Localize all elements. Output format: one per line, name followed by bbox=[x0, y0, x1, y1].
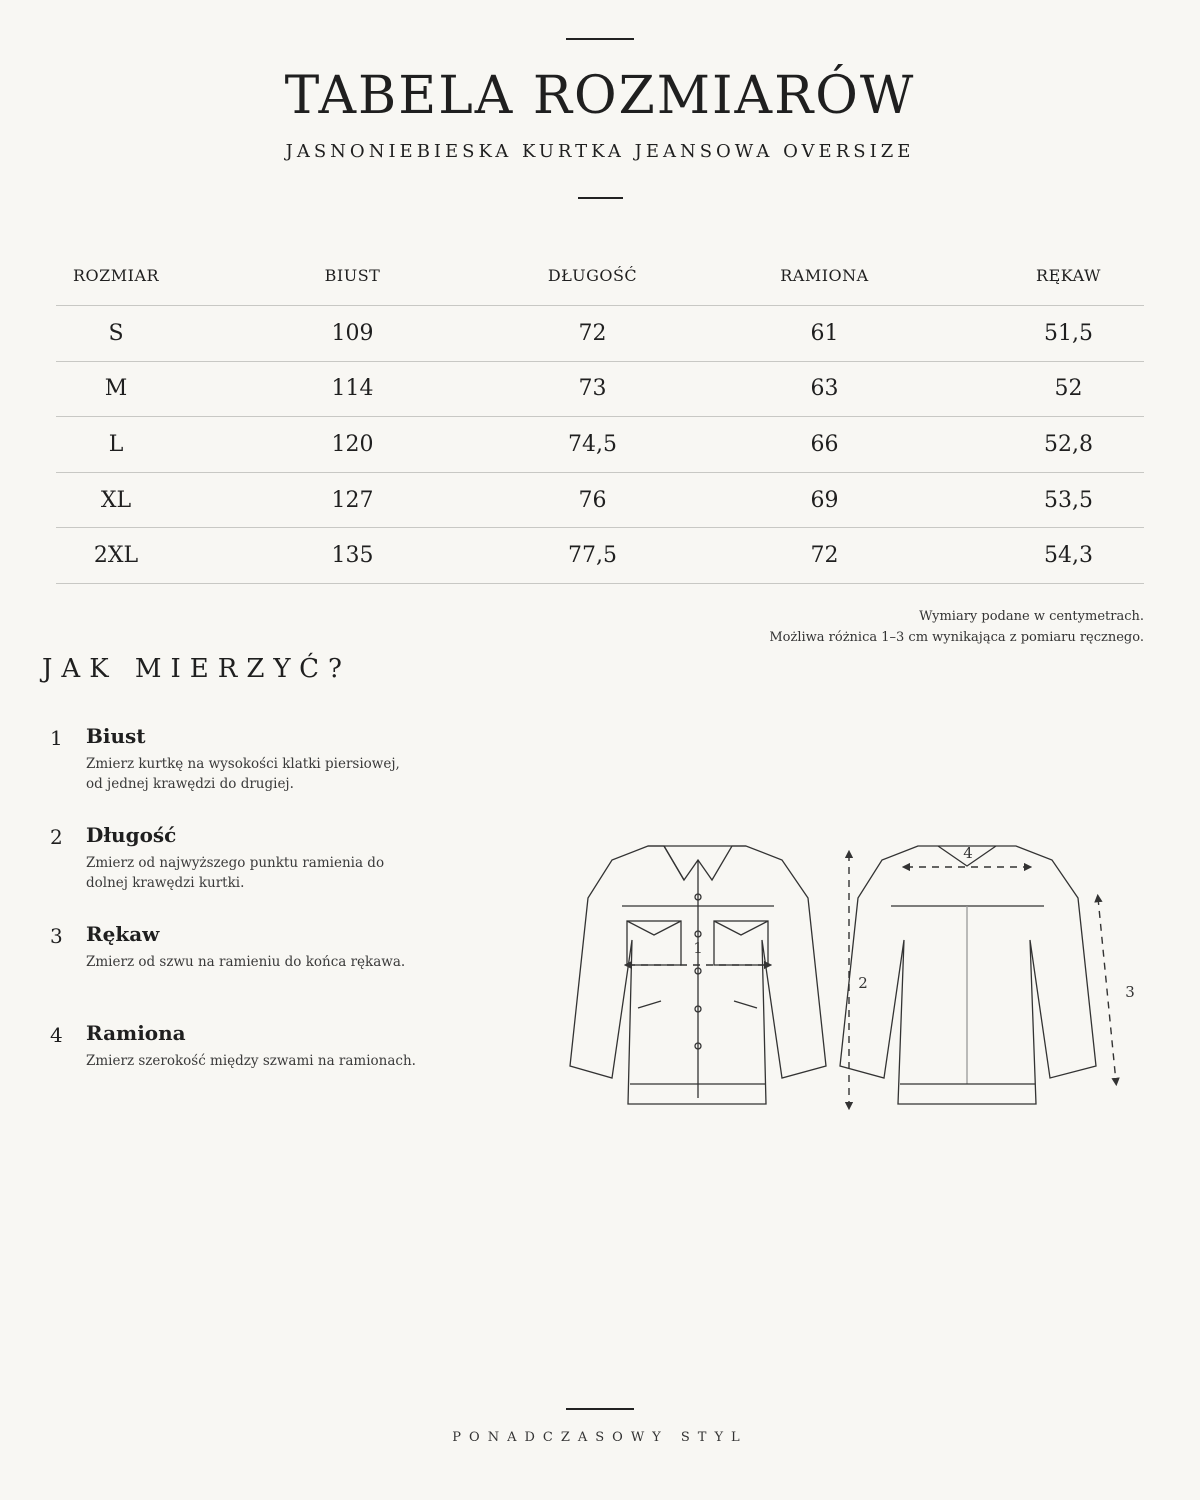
how-to-measure-heading: JAK MIERZYĆ? bbox=[42, 654, 351, 684]
step-description: Zmierz od szwu na ramieniu do końca rękawa. bbox=[86, 954, 406, 970]
cell-shoulders: 66 bbox=[656, 417, 993, 473]
cell-shoulders: 61 bbox=[656, 306, 993, 362]
table-row bbox=[56, 528, 1144, 584]
step-description: Zmierz od najwyższego punktu ramienia do dolnej krawędzi kurtki. bbox=[86, 855, 385, 891]
measurement-steps bbox=[50, 724, 430, 1120]
cell-chest: 114 bbox=[176, 361, 529, 417]
step-description: Zmierz szerokość między szwami na ramionach. bbox=[86, 1053, 416, 1069]
table-row bbox=[56, 417, 1144, 473]
step-chest bbox=[50, 724, 430, 823]
sleeve-measure-line bbox=[1098, 898, 1116, 1082]
cell-size: XL bbox=[56, 472, 176, 528]
cell-size: M bbox=[56, 361, 176, 417]
column-header-shoulders: RAMIONA bbox=[656, 246, 993, 306]
cell-chest: 127 bbox=[176, 472, 529, 528]
note-tolerance: Możliwa różnica 1–3 cm wynikająca z pomiaru ręcznego. bbox=[769, 630, 1144, 645]
table-row bbox=[56, 472, 1144, 528]
column-header-size: ROZMIAR bbox=[56, 246, 176, 306]
table-row bbox=[56, 306, 1144, 362]
size-table bbox=[56, 246, 1144, 584]
page-title: TABELA ROZMIARÓW bbox=[284, 66, 916, 126]
table-header-row bbox=[56, 246, 1144, 306]
step-name: Długość bbox=[86, 823, 177, 847]
shoulders-marker-label: 4 bbox=[963, 844, 973, 862]
step-number: 4 bbox=[50, 1023, 63, 1047]
cell-length: 73 bbox=[529, 361, 656, 417]
cell-length: 77,5 bbox=[529, 528, 656, 584]
step-sleeve bbox=[50, 922, 430, 1021]
page-subtitle: JASNONIEBIESKA KURTKA JEANSOWA OVERSIZE bbox=[285, 141, 915, 162]
cell-chest: 135 bbox=[176, 528, 529, 584]
cell-sleeve: 52 bbox=[993, 361, 1144, 417]
cell-chest: 109 bbox=[176, 306, 529, 362]
cell-length: 74,5 bbox=[529, 417, 656, 473]
sleeve-marker-label: 3 bbox=[1125, 983, 1135, 1001]
chest-marker-label: 1 bbox=[693, 939, 703, 957]
cell-sleeve: 53,5 bbox=[993, 472, 1144, 528]
cell-shoulders: 63 bbox=[656, 361, 993, 417]
measurement-notes bbox=[769, 606, 1144, 648]
note-units: Wymiary podane w centymetrach. bbox=[919, 609, 1144, 624]
column-header-chest: BIUST bbox=[176, 246, 529, 306]
length-marker-label: 2 bbox=[858, 974, 868, 992]
cell-sleeve: 52,8 bbox=[993, 417, 1144, 473]
measurement-guides bbox=[628, 854, 1116, 1106]
step-name: Rękaw bbox=[86, 922, 160, 946]
jacket-back-drawing bbox=[840, 846, 1096, 1104]
cell-chest: 120 bbox=[176, 417, 529, 473]
step-description: Zmierz kurtkę na wysokości klatki piersiowej, od jednej krawędzi do drugiej. bbox=[86, 756, 400, 792]
jacket-front-drawing bbox=[570, 846, 826, 1104]
cell-sleeve: 51,5 bbox=[993, 306, 1144, 362]
column-header-sleeve: RĘKAW bbox=[993, 246, 1144, 306]
cell-size: 2XL bbox=[56, 528, 176, 584]
cell-shoulders: 69 bbox=[656, 472, 993, 528]
footer-divider-line bbox=[566, 1408, 634, 1410]
cell-length: 76 bbox=[529, 472, 656, 528]
column-header-length: DŁUGOŚĆ bbox=[529, 246, 656, 306]
table-row bbox=[56, 361, 1144, 417]
footer-tagline: PONADCZASOWY STYL bbox=[452, 1430, 748, 1445]
cell-sleeve: 54,3 bbox=[993, 528, 1144, 584]
step-number: 2 bbox=[50, 825, 63, 849]
step-number: 3 bbox=[50, 924, 63, 948]
step-name: Ramiona bbox=[86, 1021, 186, 1045]
cell-shoulders: 72 bbox=[656, 528, 993, 584]
title-divider-line bbox=[578, 197, 623, 199]
step-number: 1 bbox=[50, 726, 63, 750]
cell-length: 72 bbox=[529, 306, 656, 362]
step-shoulders bbox=[50, 1021, 430, 1120]
cell-size: S bbox=[56, 306, 176, 362]
jacket-measurement-diagram bbox=[560, 835, 1140, 1120]
top-divider-line bbox=[566, 38, 634, 40]
step-name: Biust bbox=[86, 724, 146, 748]
step-length bbox=[50, 823, 430, 922]
cell-size: L bbox=[56, 417, 176, 473]
